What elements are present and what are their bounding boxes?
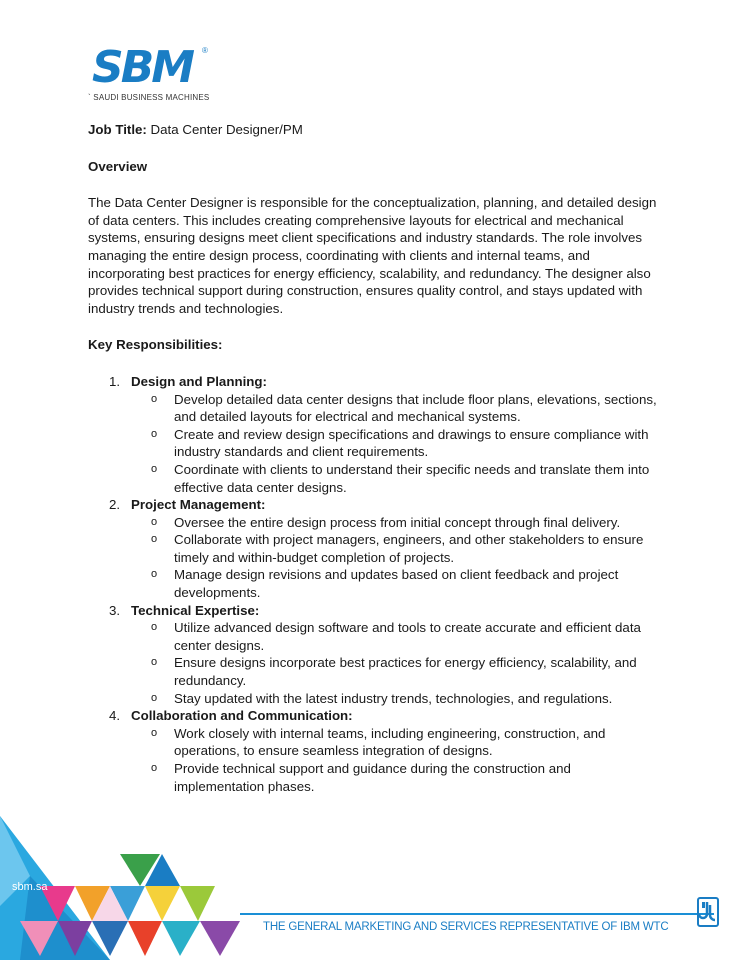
section-number: 1. — [109, 373, 121, 389]
bullet-icon: o — [151, 762, 158, 774]
section-title: Project Management: — [131, 497, 266, 513]
job-title-value: Data Center Designer/PM — [146, 122, 303, 137]
job-title — [88, 121, 663, 139]
section-number: 4. — [109, 708, 121, 724]
list-item-text: Utilize advanced design software and tools to create accurate and efficient data center designs. — [174, 620, 641, 653]
list-item — [131, 426, 663, 461]
list-item-text: Ensure designs incorporate best practices for energy efficiency, scalability, and redundancy. — [174, 655, 637, 689]
logo-brand: SBM — [92, 42, 193, 93]
responsibility-section — [88, 707, 663, 795]
list-item — [131, 531, 663, 566]
list-item — [131, 725, 663, 760]
footer-rule — [240, 913, 714, 915]
bullet-icon: o — [151, 533, 158, 546]
list-item-text: Provide technical support and guidance during the construction and implementation phases. — [174, 761, 571, 794]
responsibilities-list — [88, 373, 663, 795]
list-item — [131, 690, 663, 708]
section-items — [131, 391, 663, 497]
section-items — [131, 619, 663, 707]
logo-registered-mark: ® — [202, 46, 208, 55]
list-item — [131, 619, 663, 654]
bullet-icon: o — [151, 621, 158, 634]
website-text: sbm.sa — [12, 881, 48, 893]
footer-tagline: THE GENERAL MARKETING AND SERVICES REPRESENTATIVE OF IBM WTC — [263, 921, 669, 933]
bullet-icon: o — [151, 568, 158, 581]
logo-tagline: ` SAUDI BUSINESS MACHINES — [88, 93, 210, 102]
bullet-icon: o — [151, 427, 158, 440]
overview-text: The Data Center Designer is responsible for the conceptualization, planning, and detailed design of data centers. This includes creating comprehensive layouts for electrical and mechanical systems, ensuring designs meet client specifications and industry standards. The role involves managing the entire design process, coordinating with clients and internal teams, and incorporating best practices for energy efficiency, scalability, and redundancy. The designer also provides technical support during construction, ensures quality control, and stays updated with industry trends and technologies. — [88, 195, 657, 316]
ibm-wtc-icon — [697, 897, 719, 927]
list-item — [131, 566, 663, 601]
responsibility-section — [88, 373, 663, 496]
list-item-text: Develop detailed data center designs that include floor plans, elevations, sections, and detailed layouts for electrical and mechanical systems. — [174, 391, 657, 425]
document-body — [88, 121, 663, 795]
list-item-text: Coordinate with clients to understand their specific needs and translate them into effective data center designs. — [174, 461, 650, 495]
section-title: Design and Planning: — [131, 373, 267, 389]
list-item — [131, 654, 663, 689]
list-item — [131, 514, 663, 532]
responsibility-section — [88, 602, 663, 708]
bullet-icon: o — [151, 726, 158, 739]
job-title-label: Job Title: — [88, 122, 147, 137]
list-item — [131, 461, 663, 496]
bullet-icon: o — [151, 462, 158, 475]
section-number: 2. — [109, 497, 121, 513]
list-item-text: Collaborate with project managers, engineers, and other stakeholders to ensure timely and within-budget completion of projects. — [174, 532, 644, 565]
bullet-icon: o — [151, 392, 158, 405]
list-item-text: Oversee the entire design process from initial concept through final delivery. — [174, 514, 621, 530]
section-title: Technical Expertise: — [131, 602, 260, 618]
list-item-text: Manage design revisions and updates based on client feedback and project developments. — [174, 567, 619, 601]
list-item-text: Create and review design specifications and drawings to ensure compliance with industry standards and client requirements. — [174, 426, 649, 460]
overview-heading: Overview — [88, 158, 148, 174]
section-title: Collaboration and Communication: — [131, 708, 353, 724]
list-item — [131, 391, 663, 426]
bullet-icon: o — [151, 515, 158, 528]
list-item-text: Work closely with internal teams, including engineering, construction, and operations, to ensure seamless integration of designs. — [174, 725, 606, 759]
bullet-icon: o — [151, 656, 158, 669]
section-items — [131, 514, 663, 602]
section-items — [131, 725, 663, 795]
responsibilities-heading: Key Responsibilities: — [88, 337, 223, 353]
responsibility-section — [88, 496, 663, 602]
sbm-logo — [88, 44, 218, 104]
list-item-text: Stay updated with the latest industry trends, technologies, and regulations. — [174, 690, 613, 706]
list-item — [131, 760, 663, 795]
section-number: 3. — [109, 602, 121, 618]
bullet-icon: o — [151, 691, 158, 704]
